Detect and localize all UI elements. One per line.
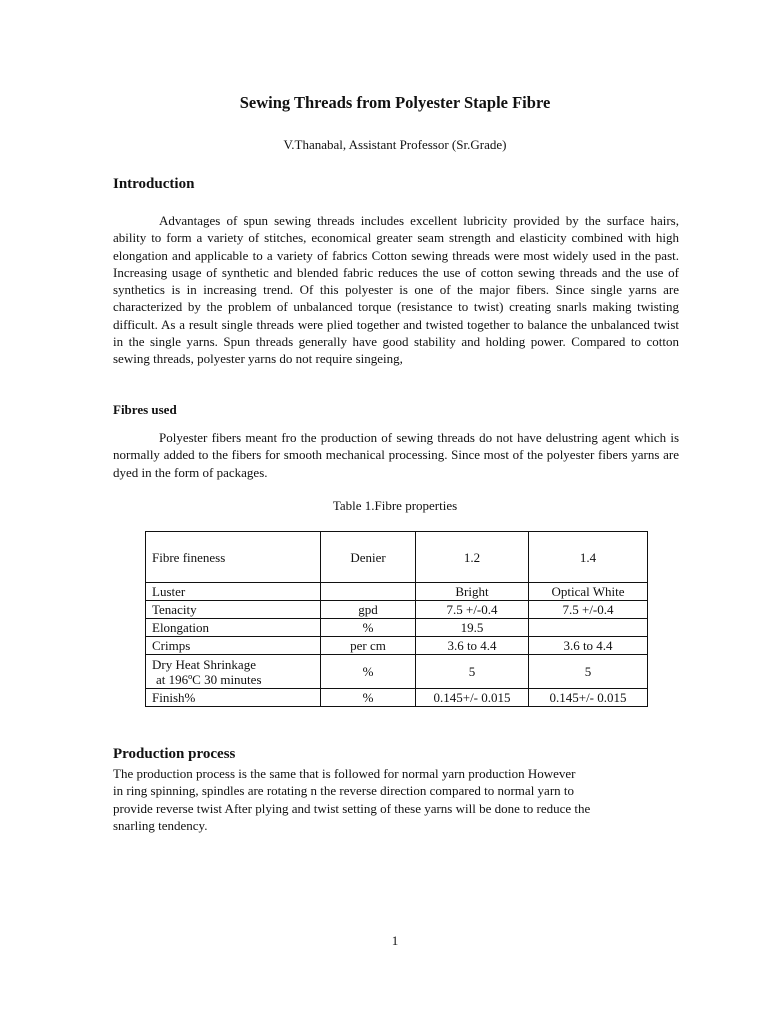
table-cell: [529, 619, 648, 637]
production-line: provide reverse twist After plying and twist setting of these yarns will be done to reduce the: [113, 800, 591, 816]
table-header-cell: Fibre fineness: [146, 532, 321, 583]
fibres-used-heading: Fibres used: [113, 402, 177, 417]
table-header-cell: 1.4: [529, 532, 648, 583]
table-cell: [146, 655, 321, 689]
table-row: [146, 655, 648, 689]
table-header-row: [146, 532, 648, 583]
table-header-cell: 1.2: [416, 532, 529, 583]
production-paragraph: [113, 765, 673, 834]
table-cell: 5: [416, 655, 529, 689]
shrinkage-sublabel: at 196ºC 30 minutes: [156, 671, 262, 687]
table-cell: Elongation: [146, 619, 321, 637]
table-cell: 3.6 to 4.4: [416, 637, 529, 655]
author-line: V.Thanabal, Assistant Professor (Sr.Grade): [283, 137, 507, 152]
table-cell: %: [321, 655, 416, 689]
table-cell: 7.5 +/-0.4: [529, 601, 648, 619]
shrinkage-label: Dry Heat Shrinkage: [152, 656, 256, 672]
document-title: Sewing Threads from Polyester Staple Fibre: [239, 93, 551, 112]
table-row: [146, 601, 648, 619]
table-caption: Table 1.Fibre properties: [332, 498, 458, 513]
fibre-properties-table: [145, 531, 648, 707]
page-number: 1: [391, 933, 399, 948]
table-cell: 0.145+/- 0.015: [529, 689, 648, 707]
production-line: snarling tendency.: [113, 817, 208, 833]
table-cell: 19.5: [416, 619, 529, 637]
introduction-heading: Introduction: [113, 176, 195, 192]
table-cell: per cm: [321, 637, 416, 655]
table-cell: 3.6 to 4.4: [529, 637, 648, 655]
table-row: [146, 619, 648, 637]
table-cell: Bright: [416, 583, 529, 601]
production-heading: Production process: [113, 746, 236, 762]
table-cell: Finish%: [146, 689, 321, 707]
table-cell: 7.5 +/-0.4: [416, 601, 529, 619]
table-cell: 5: [529, 655, 648, 689]
production-line: The production process is the same that is followed for normal yarn production However: [113, 766, 576, 781]
table-header-cell: Denier: [321, 532, 416, 583]
production-line: in ring spinning, spindles are rotating n the reverse direction compared to normal yarn to: [113, 783, 575, 799]
fibres-used-paragraph: Polyester fibers meant fro the production of sewing threads do not have delustring agent which is normally added to the fibers for smooth mechanical processing. Since most of the polyester fibers yarns are dyed in the form of packages.: [113, 430, 679, 480]
table-cell: Luster: [146, 583, 321, 601]
table-row: [146, 637, 648, 655]
table-cell: [321, 583, 416, 601]
table-cell: Tenacity: [146, 601, 321, 619]
table-cell: 0.145+/- 0.015: [416, 689, 529, 707]
table-row: [146, 583, 648, 601]
introduction-paragraph: Advantages of spun sewing threads includes excellent lubricity provided by the surface hairs, ability to form a variety of stitches, economical greater seam strength and elasticity combined with high elongation and applicable to a variety of fabrics Cotton sewing threads were most widely used in the past. Increasing usage of synthetic and blended fabric reduces the use of cotton sewing threads and the use of synthetics is in increasing trend. Of this polyester is one of the major fibers. Since single yarns are characterized by the problem of unbalanced torque (resistance to twist) creating snarls making twisting difficult. As a result single threads were plied together and twisted together to balance the unbalanced twist in the single yarns. Spun threads generally have good stability and holding power. Compared to cotton sewing threads, polyester yarns do not require singeing,: [113, 213, 679, 367]
table-cell: Optical White: [529, 583, 648, 601]
table-row: [146, 689, 648, 707]
table-cell: %: [321, 689, 416, 707]
table-cell: Crimps: [146, 637, 321, 655]
table-cell: %: [321, 619, 416, 637]
table-cell: gpd: [321, 601, 416, 619]
